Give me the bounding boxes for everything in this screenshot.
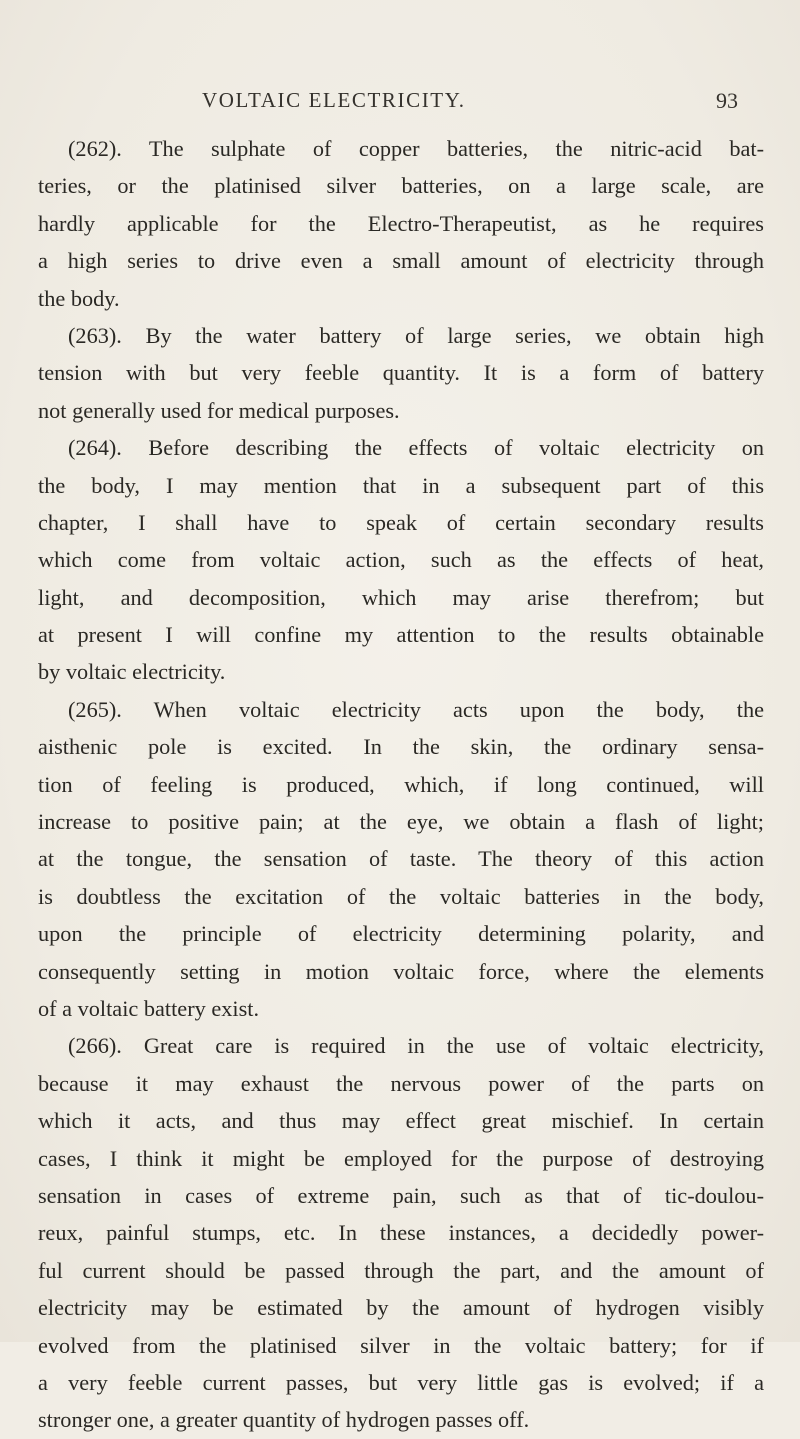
text-line: at present I will confine my attention to the results obtainable [38, 622, 764, 648]
running-title: VOLTAIC ELECTRICITY. [202, 88, 466, 112]
text-line: ful current should be passed through the part, and the amount of [38, 1257, 764, 1283]
text-line: hardly applicable for the Electro-Therapeutist, as he requires [38, 210, 764, 236]
text-line: at the tongue, the sensation of taste. The theory of this action [38, 846, 764, 872]
text-line: consequently setting in motion voltaic force, where the elements [38, 958, 764, 984]
text-line: aisthenic pole is excited. In the skin, the ordinary sensa- [38, 734, 764, 760]
text-line: (265). When voltaic electricity acts upon the body, the [68, 696, 764, 722]
text-line: a very feeble current passes, but very little gas is evolved; if a [38, 1369, 764, 1395]
text-line: stronger one, a greater quantity of hydrogen passes off. [38, 1407, 530, 1433]
text-line: (264). Before describing the effects of voltaic electricity on [68, 435, 764, 461]
text-line: teries, or the platinised silver batteries, on a large scale, are [38, 173, 764, 199]
text-line: not generally used for medical purposes. [38, 397, 400, 423]
text-line: light, and decomposition, which may arise therefrom; but [38, 584, 764, 610]
paragraph-266 [38, 1027, 764, 1438]
text-line: because it may exhaust the nervous power of the parts on [38, 1070, 764, 1096]
text-line: increase to positive pain; at the eye, we obtain a flash of light; [38, 809, 764, 835]
text-line: cases, I think it might be employed for the purpose of destroying [38, 1145, 764, 1171]
text-line: is doubtless the excitation of the voltaic batteries in the body, [38, 883, 764, 909]
text-line: of a voltaic battery exist. [38, 995, 260, 1021]
text-line: tion of feeling is produced, which, if long continued, will [38, 771, 764, 797]
paragraph-265 [38, 691, 764, 1028]
text-line: (262). The sulphate of copper batteries, the nitric-acid bat- [68, 136, 764, 161]
text-line: (266). Great care is required in the use of voltaic electricity, [68, 1033, 764, 1059]
text-line: which come from voltaic action, such as the effects of heat, [38, 547, 764, 573]
text-line: which it acts, and thus may effect great mischief. In certain [38, 1108, 764, 1134]
text-line: by voltaic electricity. [38, 659, 226, 685]
text-line: chapter, I shall have to speak of certain secondary results [38, 509, 764, 535]
text-line: upon the principle of electricity determining polarity, and [38, 921, 764, 947]
paragraph-263 [38, 317, 764, 429]
text-line: a high series to drive even a small amount of electricity through [38, 248, 764, 274]
text-line: the body. [38, 285, 120, 311]
text-line: reux, painful stumps, etc. In these instances, a decidedly power- [38, 1220, 764, 1246]
paragraph-264 [38, 429, 764, 691]
text-line: tension with but very feeble quantity. It is a form of battery [38, 360, 764, 386]
text-line: the body, I may mention that in a subsequent part of this [38, 472, 764, 498]
paragraph-262 [38, 130, 764, 317]
text-line: evolved from the platinised silver in the voltaic battery; for if [38, 1332, 764, 1358]
page-number: 93 [716, 88, 738, 113]
text-line: electricity may be estimated by the amount of hydrogen visibly [38, 1295, 764, 1321]
text-line: (263). By the water battery of large series, we obtain high [68, 322, 764, 348]
running-head [0, 88, 800, 124]
body-text [38, 130, 764, 1439]
text-line: sensation in cases of extreme pain, such as that of tic-doulou- [38, 1182, 764, 1208]
